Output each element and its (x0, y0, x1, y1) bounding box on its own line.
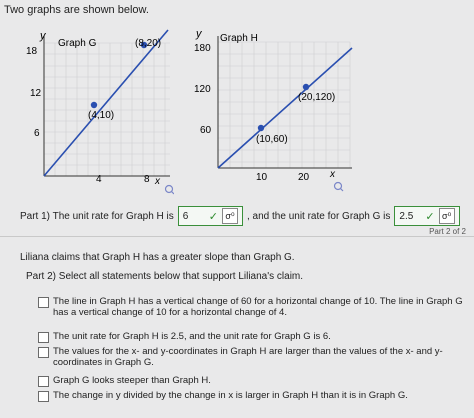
option-checkbox-3[interactable] (38, 346, 473, 368)
instructions-text: Two graphs are shown below. (4, 4, 149, 16)
graph-g-title: Graph G (58, 38, 97, 49)
check-icon: ✓ (208, 210, 218, 223)
claim-text: Liliana claims that Graph H has a greater slope than Graph G. (20, 252, 295, 263)
graph-g-x-tick: 8 (144, 174, 150, 185)
graph-h-x-label: x (330, 169, 335, 180)
graph-h (190, 26, 370, 201)
part-indicator: Part 2 of 2 (429, 227, 466, 236)
graph-h-y-tick: 120 (194, 84, 211, 95)
option-label: Graph G looks steeper than Graph H. (53, 375, 211, 386)
graph-g-y-tick: 18 (26, 46, 38, 57)
option-checkbox-2[interactable] (38, 331, 473, 343)
graph-h-grid (218, 42, 350, 168)
math-tool-icon[interactable]: σ⁰ (222, 208, 238, 224)
graph-g-point-label: (4,10) (88, 110, 115, 121)
graph-g-y-label: y (40, 30, 46, 42)
checkbox[interactable] (38, 332, 49, 343)
graph-g-x-tick: 4 (96, 174, 102, 185)
graph-h-title: Graph H (220, 33, 258, 44)
part2-prompt: Part 2) Select all statements below that support Liliana's claim. (26, 271, 304, 282)
answer-box-graph-g[interactable] (394, 206, 459, 226)
part1-prefix: Part 1) The unit rate for Graph H is (20, 210, 174, 222)
graph-h-x-tick: 10 (256, 172, 268, 183)
option-checkbox-4[interactable] (38, 375, 473, 387)
zoom-icon[interactable] (166, 186, 173, 193)
checkbox[interactable] (38, 391, 49, 402)
graph-h-point (258, 125, 264, 131)
graph-h-y-tick: 60 (200, 125, 212, 136)
graph-g-point-label: (8,20) (135, 38, 162, 49)
graph-h-point-label: (10,60) (256, 134, 288, 145)
graph-h-x-tick: 20 (298, 172, 310, 183)
option-checkbox-5[interactable] (38, 390, 473, 402)
graph-h-y-tick: 180 (194, 43, 211, 54)
option-label: The values for the x- and y-coordinates in Graph H are larger than the values of the x- and y-coordinates in Graph G. (53, 346, 443, 368)
math-tool-icon[interactable]: σ⁰ (439, 208, 455, 224)
option-label: The unit rate for Graph H is 2.5, and the unit rate for Graph G is 6. (53, 331, 331, 342)
option-checkbox-1[interactable] (38, 296, 473, 318)
zoom-icon[interactable] (335, 183, 342, 190)
graph-h-y-label: y (196, 28, 202, 40)
answer-graph-g-value: 2.5 (399, 210, 414, 222)
part1-row (20, 206, 460, 226)
checkbox[interactable] (38, 347, 49, 358)
graph-g (4, 26, 174, 201)
graph-g-x-label: x (155, 176, 160, 187)
check-icon: ✓ (425, 210, 435, 223)
graph-g-y-tick: 6 (34, 128, 40, 139)
graph-g-point (91, 102, 97, 108)
divider (0, 236, 474, 237)
option-label: The line in Graph H has a vertical change of 60 for a horizontal change of 10. The line in Graph G has a vertical change of 10 for a horizontal change of 4. (53, 296, 463, 318)
answer-graph-h-value: 6 (182, 210, 189, 222)
checkbox[interactable] (38, 297, 49, 308)
graph-h-point-label: (20,120) (298, 92, 336, 103)
checkbox[interactable] (38, 376, 49, 387)
option-label: The change in y divided by the change in x is larger in Graph H than it is in Graph G. (53, 390, 408, 401)
answer-box-graph-h[interactable] (178, 206, 243, 226)
part1-middle: , and the unit rate for Graph G is (247, 210, 391, 222)
graph-g-y-tick: 12 (30, 88, 42, 99)
graph-h-point (303, 84, 309, 90)
